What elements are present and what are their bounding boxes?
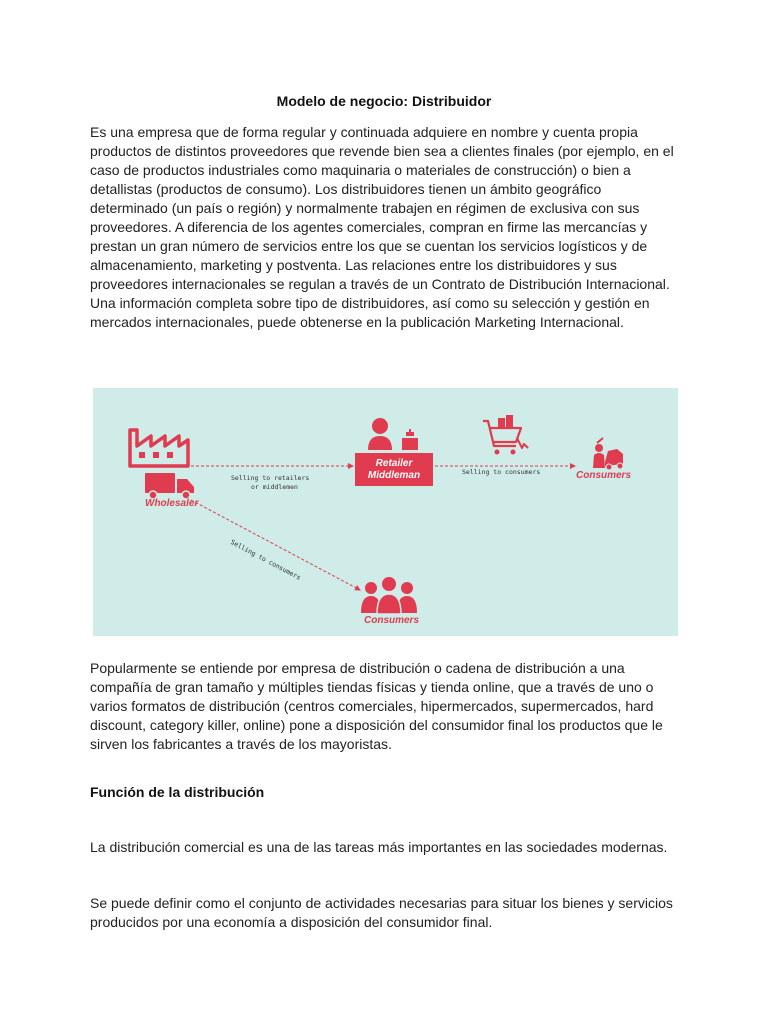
page-title: Modelo de negocio: Distribuidor — [276, 93, 492, 109]
intro-paragraph: Es una empresa que de forma regular y continuada adquiere en nombre y cuenta propia productos de distintos proveedores que revende bien sea a clientes finales (por ejemplo, en el caso de productos industriales como maquinaria o materiales de construcción) o bien a detallistas (productos de consumo). Los distribuidores tienen un ámbito geográfico determinado (un país o región) y normalmente trabajen en régimen de exclusiva con sus proveedores. A diferencia de los agentes comerciales, compran en firme las mercancías y prestan un gran número de servicios entre los que se cuentan los servicios logísticos y de almacenamiento, marketing y postventa. Las relaciones entre los distribuidores y sus proveedores internacionales se regulan a través de un Contrato de Distribución Internacional. Una información completa sobre tipo de distribuidores, así como su selección y gestión en mercados internacionales, puede obtenerse en la publicación Marketing Internacional. — [90, 124, 674, 330]
group-icon — [361, 577, 417, 614]
section-title: Función de la distribución — [90, 784, 265, 800]
consumers-bottom-label: Consumers — [364, 615, 420, 626]
shopping-cart-icon — [483, 415, 528, 455]
cashier-icon — [368, 418, 418, 450]
arrow-to-consumers-bottom — [191, 500, 360, 590]
retailer-label: Retailer — [375, 457, 413, 469]
factory-icon — [130, 430, 188, 466]
paragraph-definition: Se puede definir como el conjunto de actividades necesarias para situar los bienes y servicios producidos por una economía a disposición del consumidor final. — [90, 895, 673, 930]
arrow-label-retailers-line1: Selling to retailers — [231, 474, 310, 482]
arrow-label-retailers — [231, 474, 309, 492]
paragraph-importance: La distribución comercial es una de las tareas más importantes en las sociedades modernas. — [90, 839, 668, 855]
arrow-label-consumers-right: Selling to consumers — [462, 468, 541, 476]
consumers-right-label: Consumers — [576, 470, 632, 481]
middleman-label: Middleman — [367, 469, 421, 481]
distribution-diagram — [93, 388, 678, 636]
arrow-label-retailers-line2: or middlemen — [251, 483, 298, 491]
retailer-middleman-box — [355, 453, 433, 486]
wholesaler-label: Wholesaler — [145, 498, 199, 509]
paragraph-distribution-company: Popularmente se entiende por empresa de distribución o cadena de distribución a una compañía de gran tamaño y múltiples tiendas físicas y tienda online, que a través de uno o varios formatos de distribución (centros comerciales, hipermercados, supermercados, hard discount, category killer, online) pone a disposición del consumidor final los productos que le sirven los fabricantes a través de los mayoristas. — [90, 660, 663, 752]
arrow-label-consumers-diagonal: Selling to consumers — [229, 538, 303, 582]
consumer-car-icon — [593, 438, 623, 470]
diagram-graphics — [93, 388, 678, 636]
truck-icon — [145, 473, 194, 499]
